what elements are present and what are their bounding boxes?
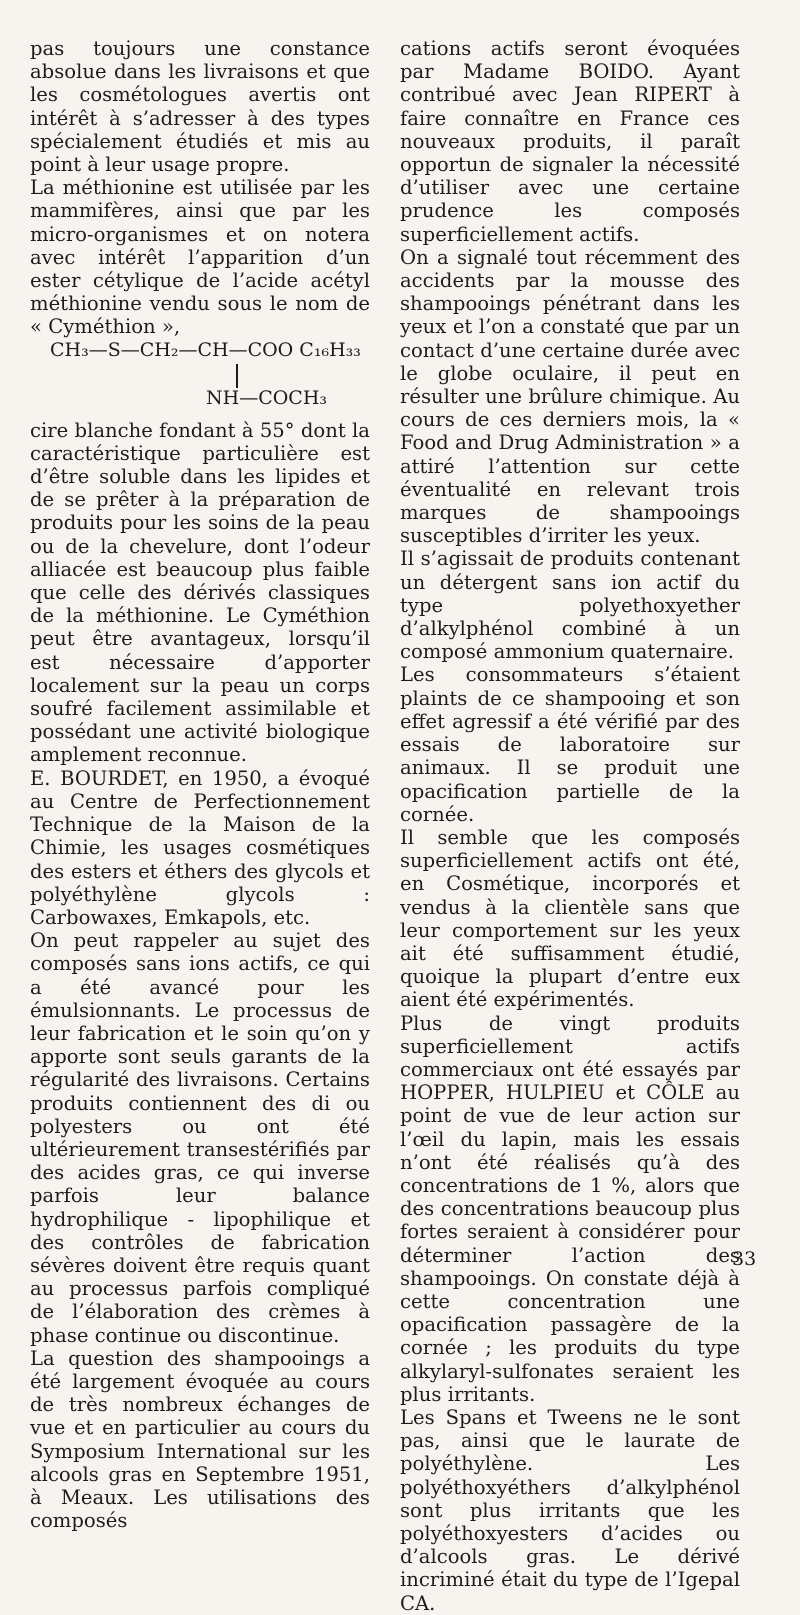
formula-main-line: CH₃—S—CH₂—CH—COO C₁₆H₃₃ [50, 338, 361, 361]
paragraph: cire blanche fondant à 55° dont la caractéristique particulière est d’être soluble dans les lipides et de se prêter à la préparation de produits pour les soins de la peau ou de la chevelure, dont l’odeur alliacée est beaucoup plus faible que celle des dérivés classiques de la méthionine. Le Cyméthion peut être avantageux, lorsqu’il est nécessaire d’apporter localement sur la peau un corps soufré facilement assimilable et possédant une activité biologique amplement reconnue. [30, 418, 370, 767]
formula-sub-line: NH—COCH₃ [206, 386, 328, 409]
paragraph: cations actifs seront évoquées par Madame BOIDO. Ayant contribué avec Jean RIPERT à faire connaître en France ces nouveaux produits, il paraît opportun de signaler la nécessité d’utiliser avec une certaine prudence les composés superficiellement actifs. [400, 37, 740, 246]
paragraph: On a signalé tout récemment des accidents par la mousse des shampooings pénétrant dans les yeux et l’on a constaté que par un contact d’une certaine durée avec le globe oculaire, il peut en résulter une brûlure chimique. Au cours de ces derniers mois, la « Food and Drug Administration » a attiré l’attention sur cette éventualité en relevant trois marques de shampooings susceptibles d’irriter les yeux. [400, 245, 740, 548]
paragraph: E. BOURDET, en 1950, a évoqué au Centre de Perfectionnement Technique de la Maison de la Chimie, les usages cosmétiques des esters et éthers des glycols et polyéthylène glycols : Carbowaxes, Emkapols, etc. [30, 766, 370, 929]
paragraph: pas toujours une constance absolue dans les livraisons et que les cosmétologues avertis ont intérêt à s’adresser à des types spécialement étudiés et mis au point à leur usage propre. [30, 37, 370, 177]
paragraph: La méthionine est utilisée par les mammifères, ainsi que par les micro-organismes et on notera avec intérêt l’apparition d’un ester cétylique de l’acide acétyl méthionine vendu sous le nom de « Cyméthion », [30, 176, 370, 339]
paragraph: Les consommateurs s’étaient plaints de ce shampooing et son effet agressif a été vérifié par des essais de laboratoire sur animaux. Il se produit une opacification partielle de la cornée. [400, 663, 740, 826]
paragraph: Plus de vingt produits superficiellement actifs commerciaux ont été essayés par HOPPER, HULPIEU et CÔLE au point de vue de leur action sur l’œil du lapin, mais les essais n’ont été réalisés qu’à des concentrations de 1 %, alors que des concentrations beaucoup plus fortes seraient à considérer pour déterminer l’action des shampooings. On constate déjà à cette concentration une opacification passagère de la cornée ; les produits du type alkylaryl-sulfonates seraient les plus irritants. [400, 1011, 740, 1406]
chemical-formula [30, 339, 370, 419]
paragraph: La question des shampooings a été largement évoquée au cours de très nombreux échanges de vue et en particulier au cours du Symposium International sur les alcools gras en Septembre 1951, à Meaux. Les utilisations des composés [30, 1346, 370, 1533]
paragraph: Les Spans et Tweens ne le sont pas, ainsi que le laurate de polyéthylène. Les polyéthoxyéthers d’alkylphénol sont plus irritants que les polyéthoxyesters d’acides ou d’alcools gras. Le dérivé incriminé était du type de l’Igepal CA. [400, 1405, 740, 1615]
paragraph: Il semble que les composés superficiellement actifs ont été, en Cosmétique, incorporés et vendus à la clientèle sans que leur comportement sur les yeux ait été suffisamment étudié, quoique la plupart d’entre eux aient été expérimentés. [400, 825, 740, 1012]
left-column [30, 37, 370, 1532]
formula-bond-line [236, 364, 238, 388]
paragraph: Il s’agissait de produits contenant un détergent sans ion actif du type polyethoxyether d’alkylphénol combiné à un composé ammonium quaternaire. [400, 547, 740, 664]
paragraph: On peut rappeler au sujet des composés sans ions actifs, ce qui a été avancé pour les émulsionnants. Le processus de leur fabrication et le soin qu’on y apporte sont seuls garants de la régularité des livraisons. Certains produits contiennent des di ou polyesters ou ont été ultérieurement transestérifiés par des acides gras, ce qui inverse parfois leur balance hydrophilique - lipophilique et des contrôles de fabrication sévères doivent être requis quant au processus parfois compliqué de l’élaboration des crèmes à phase continue ou discontinue. [30, 929, 370, 1347]
right-column [400, 37, 740, 1615]
page-number: 33 [732, 1248, 757, 1270]
